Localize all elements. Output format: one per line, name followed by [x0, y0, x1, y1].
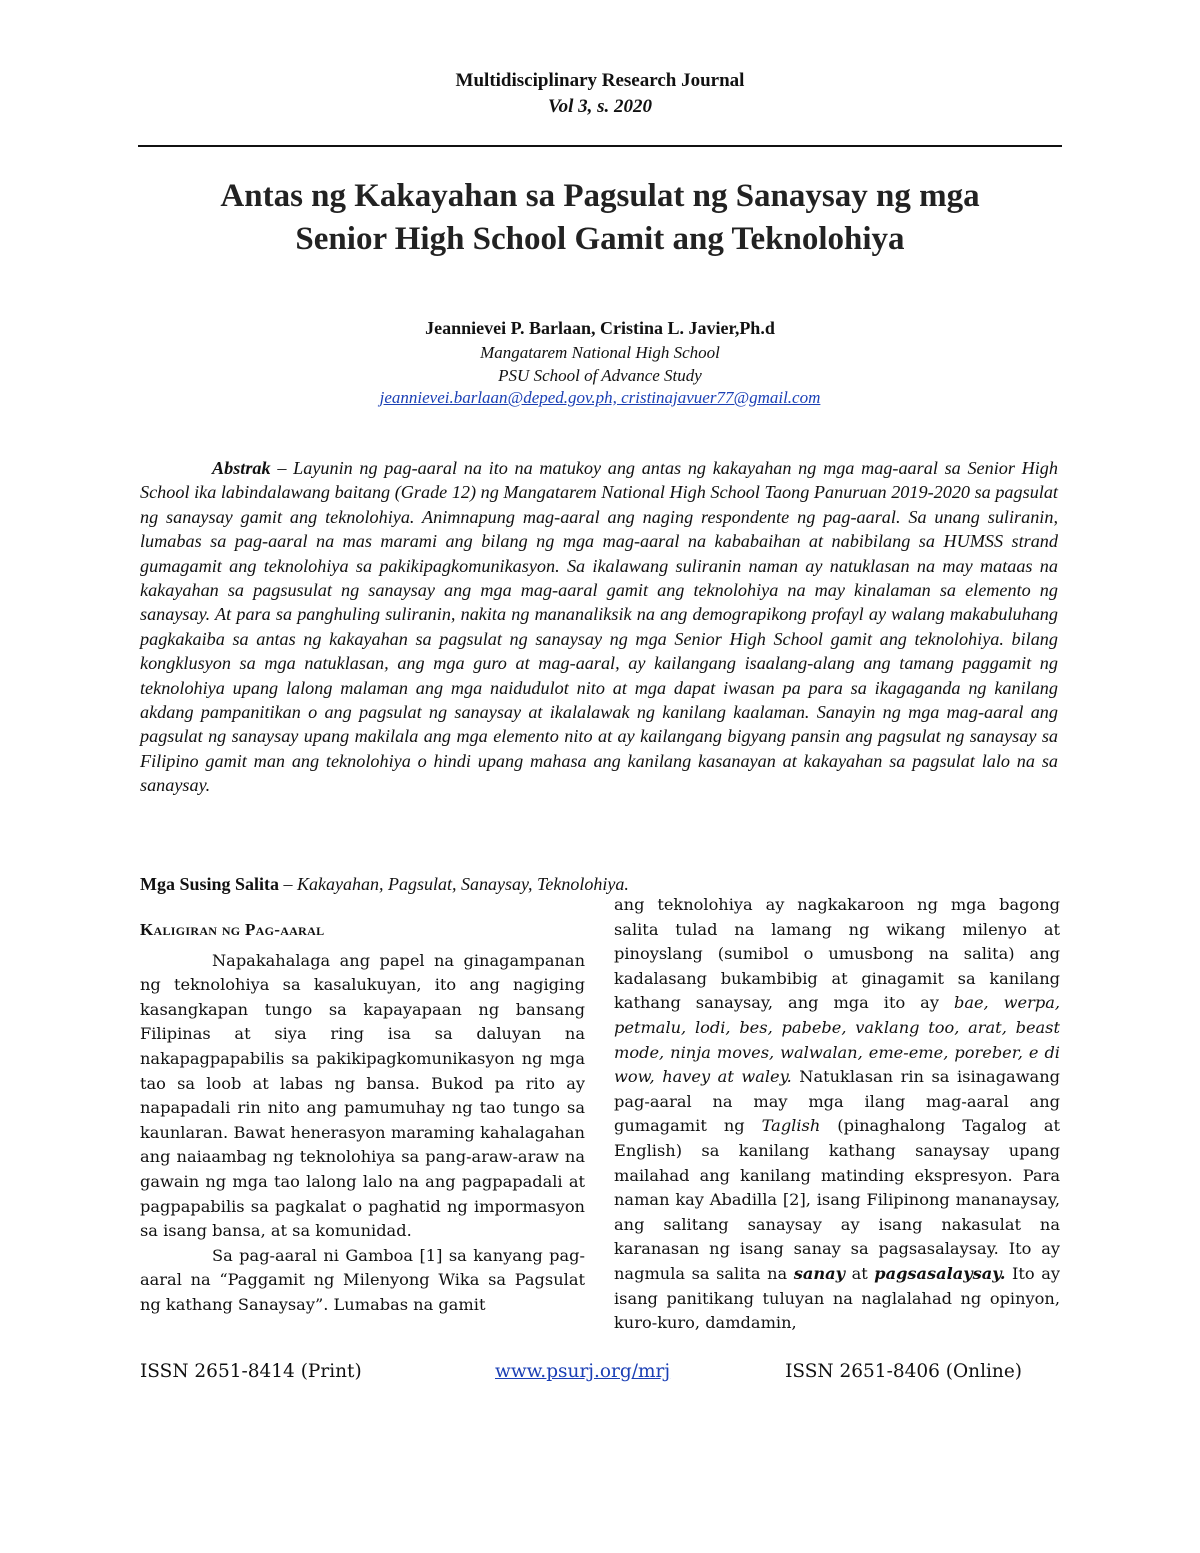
slang-examples: bae, werpa, petmalu, lodi, bes, pabebe, vaklang too, arat, beast mode, ninja moves, walwalan, eme-eme, poreber, e di wow, havey at waley. — [614, 993, 1060, 1087]
paragraph-3-text-d: at — [845, 1263, 875, 1283]
header-rule — [138, 145, 1062, 147]
paragraph-3-text-e: Ito ay isang panitikang tuluyan na naglalahad ng opinyon, kuro-kuro, damdamin, — [614, 1263, 1061, 1333]
author-names: Jeannievei P. Barlaan, Cristina L. Javier,Ph.d — [425, 318, 775, 338]
abstract — [140, 456, 1058, 798]
paragraph-1: Napakahalaga ang papel na ginagampanan ng teknolohiya sa kasalukuyan, ito ang nagiging kasangkapan tungo sa kapayapaan ng bansang Filipinas at siya ring isa sa daluyan na nakapagpapabilis sa pakikipagkomunikasyon ng mga tao sa loob at labas ng bansa. Bukod pa rito ay napapadali rin nito ang pamumuhay ng tao tungo sa kaunlaran. Bawat henerasyon maraming kahalagahan ang naiaambag ng teknolohiya sa pang-araw-araw na gawain ng mga tao lalong lalo na ang pagpapadali at pagpapabilis sa pagkalat o paghatid ng impormasyon sa isang bansa, at sa komunidad. — [140, 950, 585, 1241]
journal-name: Multidisciplinary Research Journal — [455, 70, 745, 91]
keywords — [140, 874, 840, 895]
journal-volume: Vol 3, s. 2020 — [548, 96, 652, 117]
affiliation-2: PSU School of Advance Study — [498, 366, 702, 385]
paragraph-2: Sa pag-aaral ni Gamboa [1] sa kanyang pag-aaral na “Paggamit ng Milenyong Wika sa Pagsulat ng kathang Sanaysay”. Lumabas na gamit — [140, 1245, 585, 1314]
paragraph-3-text-c: (pinaghalong Tagalog at English) sa kanilang kathang sanaysay upang mailahad ang kanilang matinding ekspresyon. Para naman kay Abadilla [2], isang Filipinong mananaysay, ang salitang sanaysay ay isang nakasulat na karanasan ng isang sanay sa pagsasalaysay. Ito ay nagmula sa salita na — [614, 1116, 1060, 1283]
abstract-label: Abstrak — [212, 458, 271, 478]
paragraph-3-text-a: ang teknolohiya ay nagkakaroon ng mga bagong salita tulad na lamang ng wikang milenyo at pinoyslang (sumibol o umusbong na salita) ang kadalasang bukambibig at ginagamit sa kanilang kathang sanaysay, ang mga ito ay — [614, 895, 1060, 1013]
abstract-text: – Layunin ng pag-aaral na ito na matukoy ang antas ng kakayahan ng mga mag-aaral sa Senior High School ika labindalawang baitang (Grade 12) ng Mangatarem National High School Taong Panuruan 2019-2020 sa pagsulat ng sanaysay gamit ang teknolohiya. Animnapung mag-aaral ang naging respondente ng pag-aaral. Sa unang suliranin, lumabas sa pag-aaral na mas marami ang bilang ng mga mag-aaral na kababaihan at nabibilang sa HUMSS strand gumagamit ang teknolohiya sa pakikipagkomunikasyon. Sa ikalawang suliranin naman ay natuklasan na may mataas na kakayahan sa pagsusulat ng sanaysay ang mga mag-aaral gamit ang teknolohiya na may kinalaman sa elemento ng sanaysay. At para sa panghuling suliranin, nakita ng mananaliksik na ang demograpikong profayl ay walang makabuluhang pagkakaiba sa antas ng kakayahan sa pagsulat ng sanaysay ng mga Senior High School gamit ang teknolohiya. bilang kongklusyon sa mga natuklasan, ang mga guro at mag-aaral, ay kailangang isaalang-alang ang tamang paggamit ng teknolohiya upang lalong malaman ang mga naidudulot nito at mga dapat iwasan pa para sa ikagaganda ng kanilang akdang pampanitikan o ang pagsulat ng sanaysay at ikalalawak ng kanilang kaalaman. Sanayin ng mga mag-aaral ang pagsulat ng sanaysay upang makilala ang mga elemento nito at ay kailangang bigyang pansin ang pagsulat ng sanaysay sa Filipino gamit man ang teknolohiya o hindi upang mahasa ang kanilang kasanayan at kakayahan sa pagsulat lalo na sa sanaysay. — [140, 458, 1058, 796]
paragraph-3-text-b: Natuklasan rin sa isinagawang pag-aaral na may mga ilang mag-aaral ang gumagamit ng — [614, 1067, 1060, 1136]
issn-online: ISSN 2651-8406 (Online) — [785, 1361, 1022, 1382]
issn-print: ISSN 2651-8414 (Print) — [140, 1361, 362, 1382]
term-pagsasalaysay: pagsasalaysay. — [874, 1263, 1006, 1283]
keywords-text: Kakayahan, Pagsulat, Sanaysay, Teknolohiya. — [297, 874, 629, 894]
section-heading: Kaligiran ng Pag-aaral — [140, 920, 325, 939]
taglish-term: Taglish — [761, 1116, 821, 1136]
journal-url-link[interactable]: www.psurj.org/mrj — [495, 1361, 671, 1382]
affiliation-1: Mangatarem National High School — [480, 343, 720, 362]
right-column — [614, 893, 1060, 1336]
keywords-dash: – — [279, 874, 298, 894]
title-line-1: Antas ng Kakayahan sa Pagsulat ng Sanaysay ng mga — [220, 178, 980, 214]
email-link[interactable]: jeannievei.barlaan@deped.gov.ph, cristinajavuer77@gmail.com — [379, 388, 821, 407]
term-sanay: sanay — [793, 1263, 846, 1283]
keywords-label: Mga Susing Salita — [140, 874, 280, 894]
left-column — [140, 918, 585, 1318]
author-emails — [0, 388, 1200, 408]
paper-title — [100, 175, 1100, 261]
paragraph-3 — [614, 893, 1060, 1336]
title-line-2: Senior High School Gamit ang Teknolohiya — [295, 221, 905, 257]
